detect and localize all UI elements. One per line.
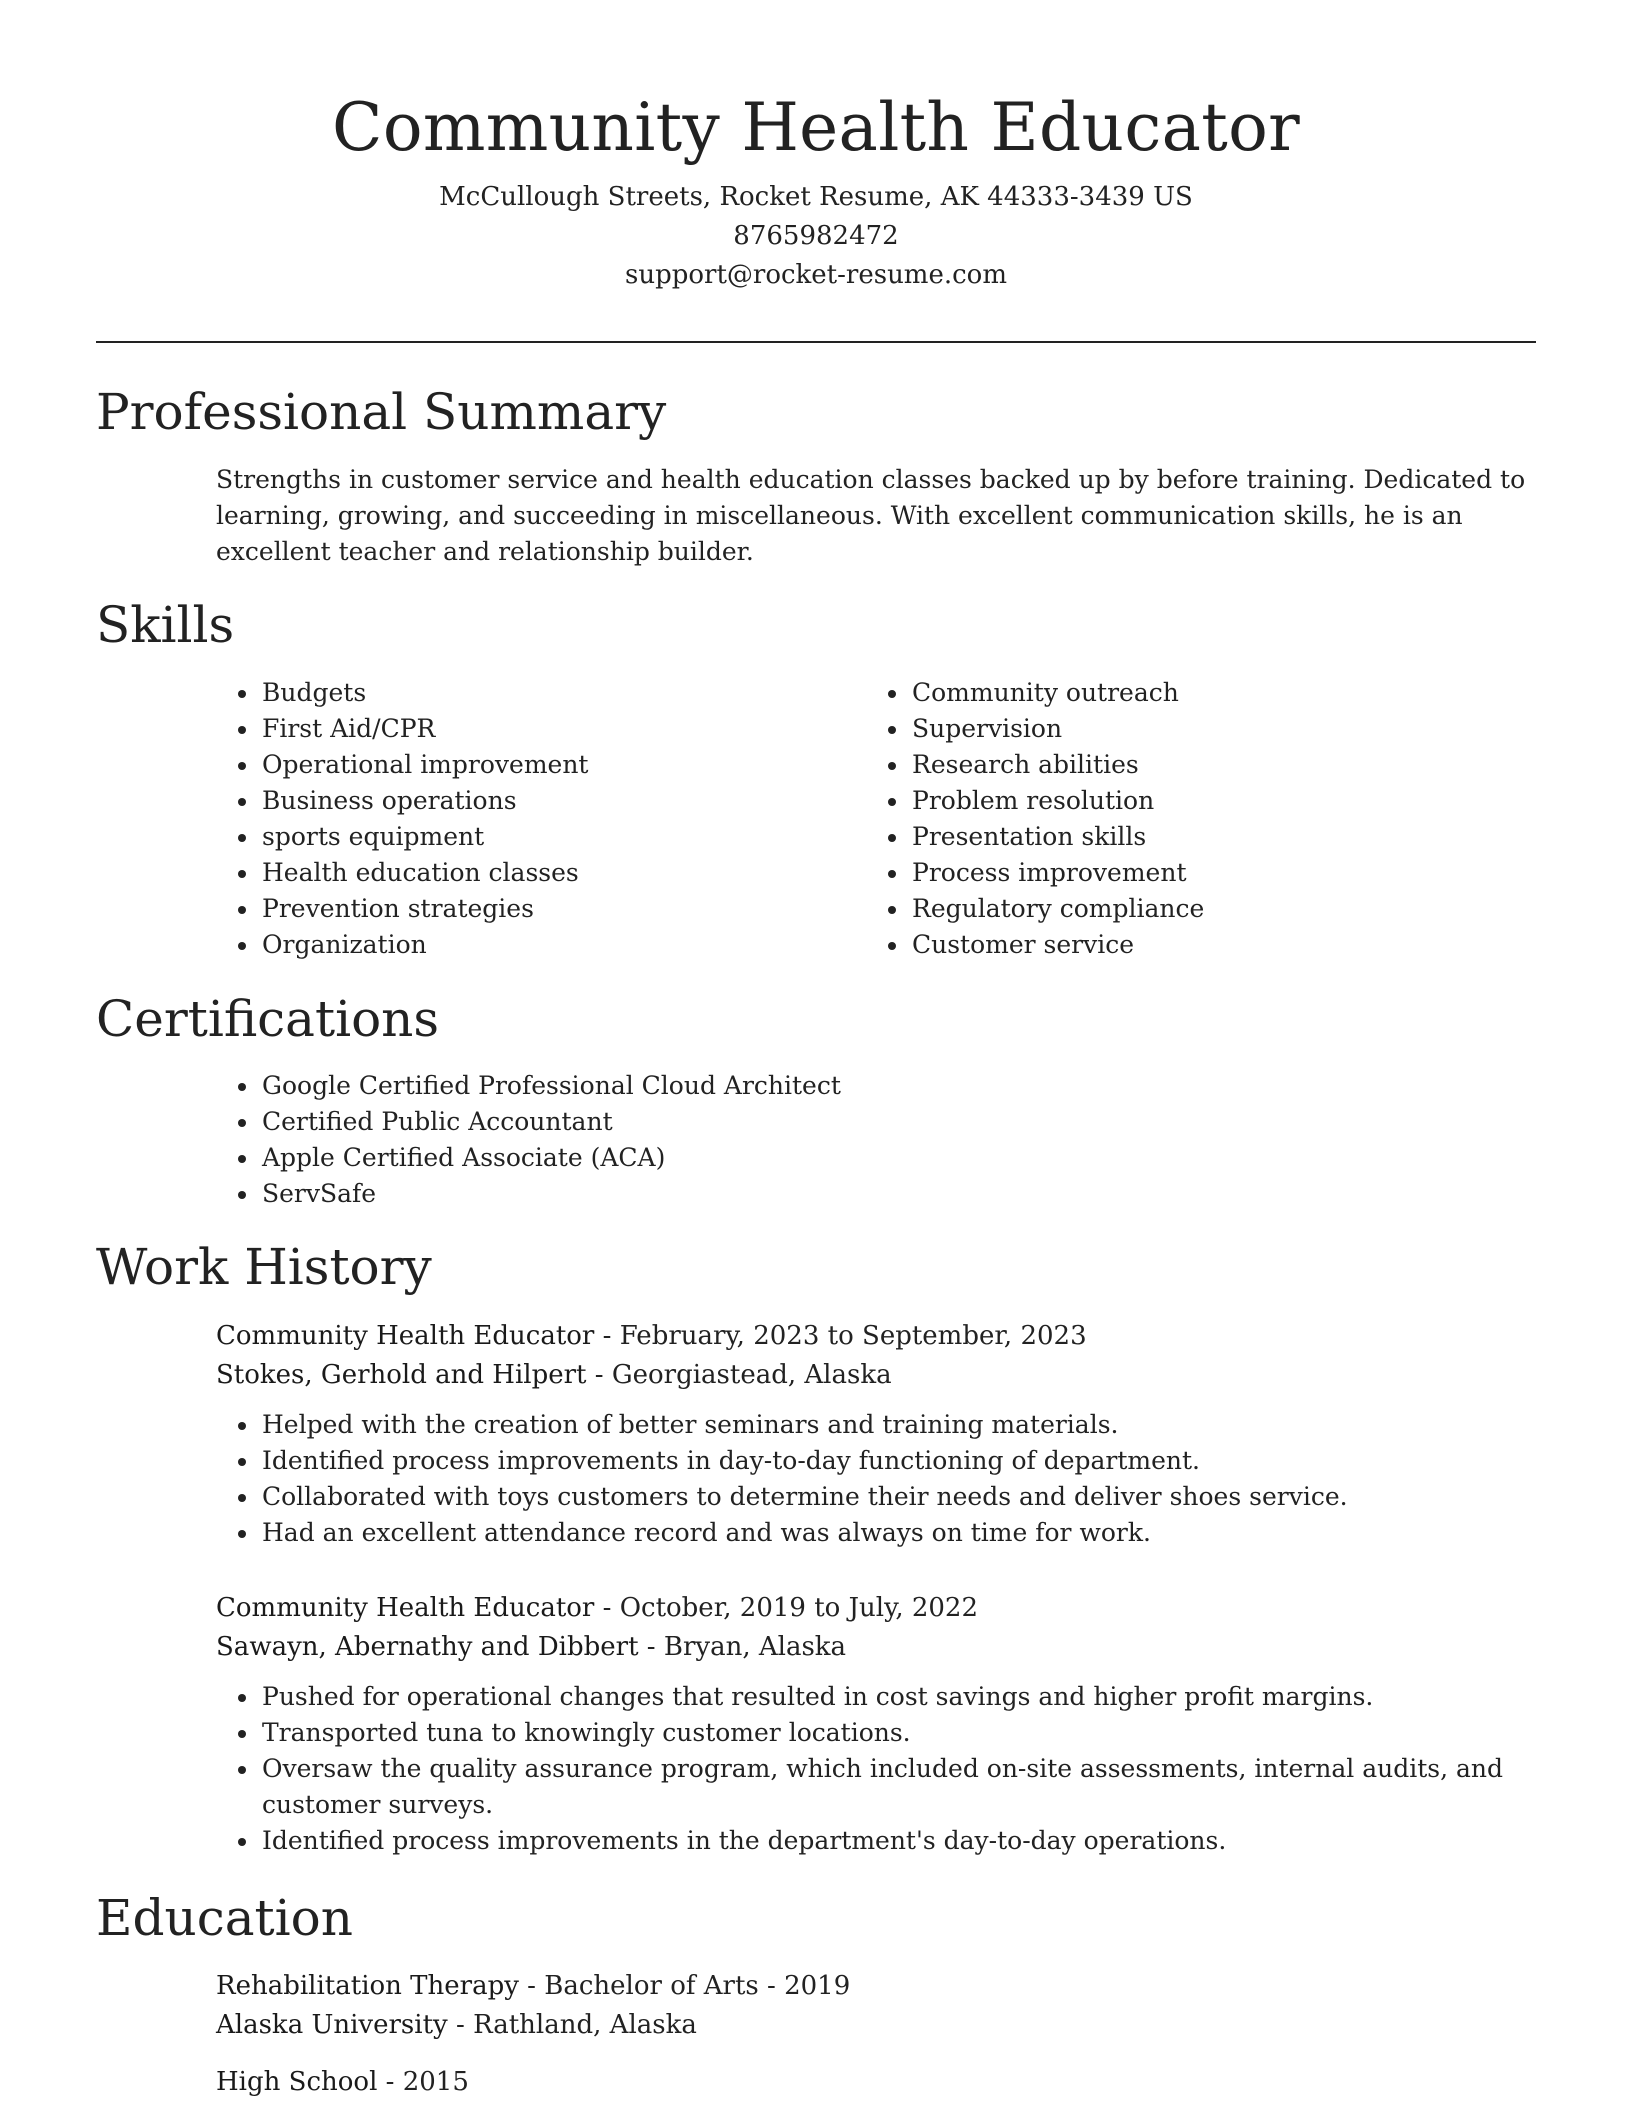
education-heading: Education bbox=[96, 1889, 353, 1947]
job-bullets bbox=[216, 1679, 1536, 1859]
skill-item: • Research abilities bbox=[910, 747, 1516, 783]
skill-item: • Business operations bbox=[260, 783, 816, 819]
skill-item: • Customer service bbox=[910, 927, 1516, 963]
separator: - bbox=[638, 1632, 664, 1662]
education-degree: Bachelor of Arts bbox=[544, 1971, 759, 2001]
education-entry bbox=[216, 2063, 1536, 2102]
job-title-line bbox=[216, 1317, 1536, 1356]
job-entry bbox=[216, 1317, 1536, 1551]
skill-item: • Community outreach bbox=[910, 675, 1516, 711]
job-dates: February, 2023 to September, 2023 bbox=[619, 1321, 1087, 1351]
summary-text: Strengths in customer service and health education classes backed up by before training. Dedicated to learning, growing, and succeeding in miscellaneous. With excellent communication skills, he is an excellent teacher and relationship builder. bbox=[216, 465, 1526, 566]
skill-item: • Health education classes bbox=[260, 855, 816, 891]
education-school: Alaska University bbox=[216, 2010, 448, 2040]
job-title-line bbox=[216, 1589, 1536, 1628]
skill-item: • Supervision bbox=[910, 711, 1516, 747]
education-field: Rehabilitation Therapy bbox=[216, 1971, 519, 2001]
skill-item: • First Aid/CPR bbox=[260, 711, 816, 747]
education-degree-line bbox=[216, 2063, 1536, 2102]
separator: - bbox=[758, 1971, 785, 2001]
education-location: Rathland, Alaska bbox=[473, 2010, 697, 2040]
job-company-line bbox=[216, 1628, 1536, 1667]
skills-heading: Skills bbox=[96, 596, 235, 654]
skill-item: • Organization bbox=[260, 927, 816, 963]
separator: - bbox=[594, 1321, 620, 1351]
certification-item: • Apple Certified Associate (ACA) bbox=[260, 1140, 1536, 1176]
separator: - bbox=[377, 2067, 403, 2097]
job-bullet: • Collaborated with toys customers to determine their needs and deliver shoes service. bbox=[260, 1479, 1536, 1515]
skill-item: • Operational improvement bbox=[260, 747, 816, 783]
separator: - bbox=[447, 2010, 474, 2040]
skill-item: • Prevention strategies bbox=[260, 891, 816, 927]
job-company: Sawayn, Abernathy and Dibbert bbox=[216, 1632, 639, 1662]
job-bullet: • Helped with the creation of better seminars and training materials. bbox=[260, 1407, 1536, 1443]
job-entry bbox=[216, 1589, 1536, 1859]
skill-item: • Regulatory compliance bbox=[910, 891, 1516, 927]
certification-item: • Google Certified Professional Cloud Architect bbox=[260, 1068, 1536, 1104]
education-school-line bbox=[216, 2006, 1536, 2045]
skills-column-right bbox=[866, 675, 1516, 963]
job-role: Community Health Educator bbox=[216, 1321, 595, 1351]
skill-item: • Presentation skills bbox=[910, 819, 1516, 855]
header-divider bbox=[96, 341, 1536, 343]
resume-header bbox=[96, 88, 1536, 295]
job-bullet: • Identified process improvements in day-to-day functioning of department. bbox=[260, 1443, 1536, 1479]
certification-item: • ServSafe bbox=[260, 1176, 1536, 1212]
job-bullet: • Pushed for operational changes that resulted in cost savings and higher profit margins. bbox=[260, 1679, 1536, 1715]
certifications-heading: Certifications bbox=[96, 990, 440, 1048]
work-history-heading: Work History bbox=[96, 1238, 432, 1296]
skill-item: • Process improvement bbox=[910, 855, 1516, 891]
skill-item: • Problem resolution bbox=[910, 783, 1516, 819]
education-year: 2015 bbox=[402, 2067, 469, 2097]
job-company: Stokes, Gerhold and Hilpert bbox=[216, 1360, 587, 1390]
skills-list-left bbox=[216, 675, 816, 963]
contact-address: McCullough Streets, Rocket Resume, AK 44333-3439 US bbox=[439, 182, 1193, 212]
job-bullet: • Transported tuna to knowingly customer locations. bbox=[260, 1715, 1536, 1751]
job-location: Bryan, Alaska bbox=[663, 1632, 847, 1662]
education-entry bbox=[216, 1967, 1536, 2045]
contact-email: support@rocket-resume.com bbox=[624, 260, 1007, 290]
job-dates: October, 2019 to July, 2022 bbox=[619, 1593, 979, 1623]
contact-phone: 8765982472 bbox=[733, 221, 899, 251]
education-year: 2019 bbox=[784, 1971, 851, 2001]
job-bullet: • Had an excellent attendance record and was always on time for work. bbox=[260, 1515, 1536, 1551]
job-role: Community Health Educator bbox=[216, 1593, 595, 1623]
education-degree-line bbox=[216, 1967, 1536, 2006]
certifications-section bbox=[216, 1068, 1536, 1212]
contact-block bbox=[96, 178, 1536, 295]
skills-list-right bbox=[866, 675, 1516, 963]
certification-item: • Certified Public Accountant bbox=[260, 1104, 1536, 1140]
separator: - bbox=[518, 1971, 545, 2001]
skill-item: • Budgets bbox=[260, 675, 816, 711]
job-location: Georgiastead, Alaska bbox=[611, 1360, 892, 1390]
summary-heading: Professional Summary bbox=[96, 383, 667, 441]
skills-column-left bbox=[216, 675, 816, 963]
job-company-line bbox=[216, 1356, 1536, 1395]
certifications-list bbox=[216, 1068, 1536, 1212]
skill-item: • sports equipment bbox=[260, 819, 816, 855]
job-bullets bbox=[216, 1407, 1536, 1551]
education-field: High School bbox=[216, 2067, 378, 2097]
separator: - bbox=[594, 1593, 620, 1623]
candidate-name: Community Health Educator bbox=[332, 89, 1300, 166]
job-bullet: • Identified process improvements in the department's day-to-day operations. bbox=[260, 1823, 1536, 1859]
separator: - bbox=[586, 1360, 612, 1390]
job-bullet: • Oversaw the quality assurance program, which included on-site assessments, internal audits, and customer surveys. bbox=[260, 1751, 1536, 1823]
